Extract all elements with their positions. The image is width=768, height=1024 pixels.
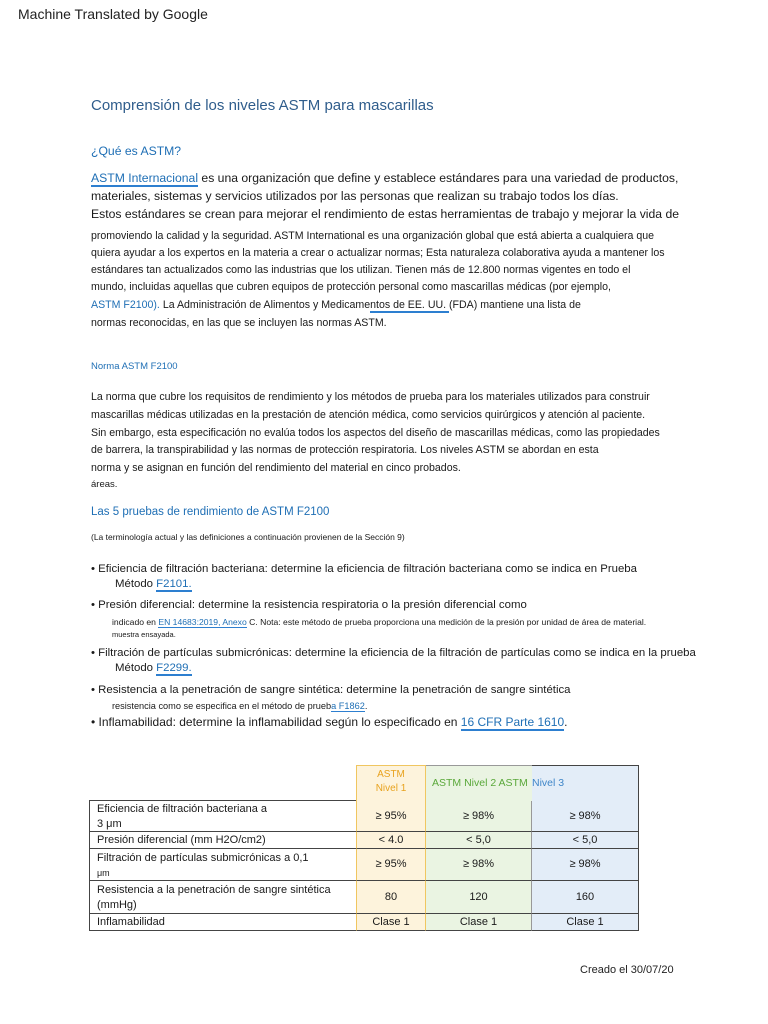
bullet-bacterial-method (115, 576, 192, 592)
blood-detail-a: resistencia como se especifica en el método de prueb (112, 701, 332, 711)
norma-line-2: mascarillas médicas utilizadas en la prestación de atención médica, como servicios quirúrgicos y atención al paciente. (91, 409, 646, 421)
pressure-detail-b: C. Nota: este méto (246, 617, 321, 627)
bullet-pressure-detail (112, 617, 646, 629)
row-pressure-n3 (532, 832, 639, 849)
bullet-submicron-method-text: Método (115, 662, 157, 674)
bullet-flammability (91, 715, 568, 729)
f1862-link[interactable]: a F1862 (331, 701, 365, 711)
row-submicron-label-1: Filtración de partículas submicrónicas a 0,1 (97, 852, 309, 864)
cfr-1610-link[interactable]: 16 CFR Parte 1610 (460, 715, 565, 729)
row-pressure-n2 (426, 832, 532, 849)
f2101-link[interactable]: F2101. (156, 578, 192, 590)
row-bacterial-n3-value: ≥ 98% (569, 809, 601, 822)
pressure-detail-a: indicado en (112, 617, 159, 627)
row-flammability-n2 (426, 914, 532, 931)
header-nivel-2-text: ASTM Nivel 2 ASTM (432, 777, 528, 789)
what-is-line-3: Estos estándares se crean para mejorar el rendimiento de estas herramientas de trabajo y mejorar la vida de (91, 207, 680, 221)
header-nivel-3-text: Nivel 3 (532, 777, 565, 789)
header-nivel-3 (532, 765, 639, 801)
row-blood-n1 (356, 881, 426, 914)
en-14683-link[interactable]: EN 14683:2019, Anexo (158, 617, 247, 627)
machine-translated-label: Machine Translated by Google (18, 6, 208, 22)
row-pressure-label-text: Presión diferencial (mm H2O/cm2) (97, 833, 266, 846)
astm-international-link[interactable]: ASTM Internacional (91, 171, 199, 185)
flammability-text-a: • Inflamabilidad: determine la inflamabilidad según lo especificado e (91, 715, 451, 729)
row-flammability-n1 (356, 914, 426, 931)
tests-heading: Las 5 pruebas de rendimiento de ASTM F2100 (91, 506, 330, 518)
row-flammability-n1-value: Clase 1 (372, 915, 410, 928)
row-bacterial-n2 (426, 801, 532, 832)
row-bacterial-label-1: Eficiencia de filtración bacteriana a (97, 803, 267, 815)
astm-f2100-link[interactable]: ASTM F2100). (91, 299, 160, 311)
norma-line-1: La norma que cubre los requisitos de rendimiento y los métodos de prueba para los materiales utilizados para construir (91, 391, 650, 403)
f2299-link[interactable]: F2299. (156, 662, 192, 674)
row-submicron-n3-value: ≥ 98% (569, 858, 601, 870)
what-is-line-8 (91, 297, 581, 315)
pressure-detail-c: do de prueba proporciona una medición de la presión por unidad de área de material. (320, 617, 647, 627)
row-bacterial-n1 (356, 801, 426, 832)
what-is-line-1-text: es una organización que define y establece estándares para una variedad de productos, (198, 171, 679, 185)
flammability-text-c: . (564, 715, 568, 729)
norma-line-5: norma y se asignan en función del rendimiento del material en cinco probados. (91, 462, 461, 474)
row-blood-n3-value: 160 (575, 890, 595, 903)
created-date: Creado el 30/07/20 (580, 964, 674, 976)
row-pressure-n2-value: < 5,0 (466, 833, 491, 846)
what-is-line-7: mundo, incluidas aquellas que cubren equipos de protección personal como mascarillas médicas (por ejemplo, (91, 281, 611, 293)
row-flammability-n2-value: Clase 1 (459, 915, 498, 928)
bullet-blood: • Resistencia a la penetración de sangre sintética: determine la penetración de sangre sintética (91, 684, 571, 696)
what-is-line-6: estándares tan actualizados como las industrias que los utilizan. Tienen más de 12.800 normas vigentes en todo el (91, 264, 631, 276)
what-is-line-8-a: La Administración de Alimentos y Medicame (159, 299, 371, 311)
flammability-text-b: n (450, 715, 461, 729)
row-flammability-n3 (532, 914, 639, 931)
page-title: Comprensión de los niveles ASTM para mascarillas (91, 97, 434, 114)
norma-line-3: Sin embargo, esta especificación no evalúa todos los aspectos del diseño de mascarillas médicas, como las propiedades (91, 427, 660, 439)
what-is-line-5: quiera ayudar a los expertos en la materia a crear o actualizar normas; Esta naturaleza colaborativa ayuda a mantener los (91, 247, 665, 259)
what-is-astm-heading: ¿Qué es ASTM? (91, 144, 182, 158)
row-submicron-n1-value: ≥ 95% (375, 858, 407, 870)
row-bacterial-label-2: 3 μm (97, 818, 122, 830)
header-nivel-1-line-1: ASTM (377, 769, 405, 780)
tests-note: (La terminología actual y las definiciones a continuación provienen de la Sección 9) (91, 532, 405, 542)
what-is-line-8-b: ntos de EE. UU. (370, 299, 450, 311)
norma-heading: Norma ASTM F2100 (91, 361, 178, 372)
what-is-line-9: normas reconocidas, en las que se incluyen las normas ASTM. (91, 317, 387, 329)
what-is-line-2: materiales, sistemas y servicios utilizados por las personas que realizan su trabajo todos los días. (91, 189, 619, 203)
bullet-bacterial: • Eficiencia de filtración bacteriana: determine la eficiencia de filtración bacteriana como se indica en Prueba (91, 563, 637, 575)
what-is-line-4: promoviendo la calidad y la seguridad. ASTM International es una organización global que está abierta a cualquiera que (91, 230, 655, 242)
row-submicron-n2-value: ≥ 98% (462, 858, 495, 870)
row-blood-n3 (532, 881, 639, 914)
what-is-line-1 (91, 170, 678, 188)
norma-line-6: áreas. (91, 479, 118, 490)
row-submicron-label (89, 849, 356, 881)
row-bacterial-n1-value: ≥ 95% (375, 809, 407, 822)
astm-levels-table (89, 765, 639, 931)
row-pressure-n3-value: < 5,0 (572, 833, 598, 846)
row-bacterial-n3 (532, 801, 639, 832)
row-pressure-label (89, 832, 356, 849)
row-blood-label (89, 881, 356, 914)
row-bacterial-label (89, 801, 356, 832)
header-nivel-1-line-2: Nivel 1 (375, 783, 407, 794)
row-pressure-n1 (356, 832, 426, 849)
header-nivel-1 (356, 765, 426, 801)
bullet-blood-detail (112, 701, 367, 711)
bullet-pressure: • Presión diferencial: determine la resistencia respiratoria o la presión diferencial como (91, 599, 527, 611)
row-submicron-n3 (532, 849, 639, 881)
bullet-submicron-method (115, 660, 192, 676)
row-submicron-n2 (426, 849, 532, 881)
row-flammability-label (89, 914, 356, 931)
norma-line-4: de barrera, la transpirabilidad y las normas de protección respiratoria. Los niveles ASTM se abordan en esta (91, 444, 599, 456)
row-blood-label-2: (mmHg) (97, 899, 137, 911)
row-pressure-n1-value: < 4.0 (378, 833, 404, 846)
row-submicron-label-2: μm (97, 868, 110, 878)
bullet-submicron: • Filtración de partículas submicrónicas: determine la eficiencia de la filtración de partículas como se indica en la prueba (91, 647, 696, 659)
row-bacterial-n2-value: ≥ 98% (462, 809, 495, 822)
header-nivel-2 (426, 765, 532, 801)
row-flammability-n3-value: Clase 1 (566, 915, 604, 928)
bullet-bacterial-method-text: Método (115, 578, 157, 590)
row-blood-n1-value: 80 (384, 890, 398, 903)
row-submicron-n1 (356, 849, 426, 881)
row-blood-n2-value: 120 (469, 890, 488, 903)
row-flammability-label-text: Inflamabilidad (97, 915, 165, 928)
row-blood-label-1: Resistencia a la penetración de sangre sintética (97, 884, 331, 896)
row-blood-n2 (426, 881, 532, 914)
bullet-pressure-detail-2: muestra ensayada. (112, 630, 176, 639)
what-is-line-8-c: (FDA) mantiene una lista de (449, 299, 581, 311)
blood-detail-b: . (364, 701, 368, 711)
